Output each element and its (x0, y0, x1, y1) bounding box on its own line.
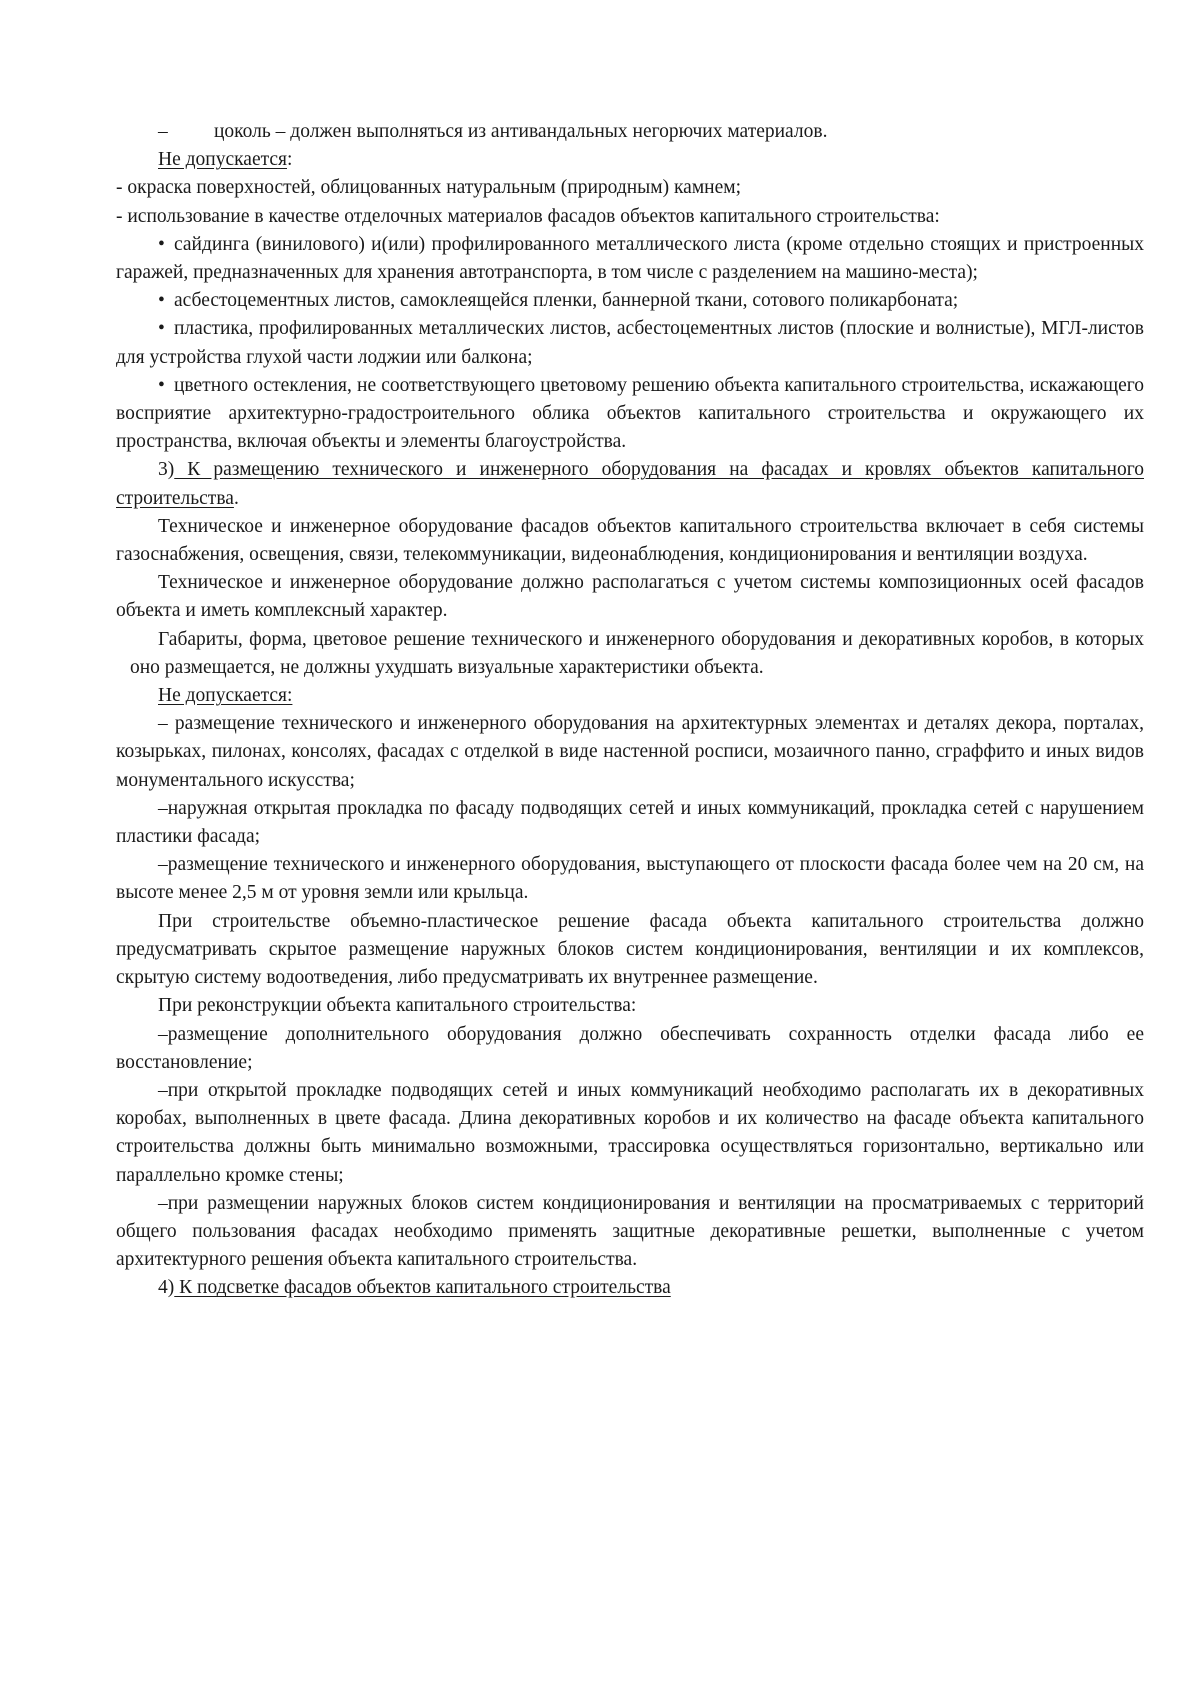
paragraph-equipment-dimensions: Габариты, форма, цветовое решение технического и инженерного оборудования и декоративных коробов, в которых оно размещается, не должны ухудшать визуальные характеристики объекта. (130, 628, 1144, 678)
plinth-text: цоколь – должен выполняться из антивандальных негорючих материалов. (214, 121, 828, 142)
section-title: К размещению технического и инженерного оборудования на фасадах и кровлях объектов капитального строительства (116, 459, 1144, 509)
not-allowed-label: Не допускается (158, 149, 287, 171)
not-allowed-heading-1: Не допускается: (158, 149, 293, 171)
paragraph-reconstruction: При реконструкции объекта капитального строительства: (158, 995, 637, 1017)
not-allowed-label: Не допускается: (158, 685, 293, 707)
plinth-item (116, 118, 1144, 146)
bullet-item-asbestos: • асбестоцементных листов, самоклеящейся пленки, баннерной ткани, сотового поликарбоната; (116, 287, 1144, 315)
bullet-marker: • (158, 233, 165, 255)
list-item-painting: - окраска поверхностей, облицованных натуральным (природным) камнем; (116, 177, 742, 199)
section-title: К подсветке фасадов объектов капитального строительства (174, 1277, 671, 1299)
bullet-item-plastic: • пластика, профилированных металлических листов, асбестоцементных листов (плоские и волнистые), МГЛ-листов для устройства глухой части лоджии или балкона; (116, 315, 1144, 371)
list-item-protrusion: –размещение технического и инженерного оборудования, выступающего от плоскости фасада более чем на 20 см, на высоте менее 2,5 м от уровня земли или крыльца. (116, 854, 1144, 904)
bullet-marker: • (158, 290, 165, 312)
list-item-decorative-boxes: –при открытой прокладке подводящих сетей и иных коммуникаций необходимо располагать их в декоративных коробах, выполненных в цвете фасада. Длина декоративных коробов и их количество на фасаде объекта капитального строительства должны быть минимально возможными, трассировка осуществляться горизонтально, вертикально или параллельно кромке стены; (116, 1079, 1144, 1186)
list-item-protective-grilles: –при размещении наружных блоков систем кондиционирования и вентиляции на просматриваемых с территорий общего пользования фасадах необходимо применять защитные декоративные решетки, выполненные с учетом архитектурного решения объекта капитального строительства. (116, 1192, 1144, 1271)
list-item-open-routing: –наружная открытая прокладка по фасаду подводящих сетей и иных коммуникаций, прокладка сетей с нарушением пластики фасада; (116, 797, 1144, 848)
section-heading-3: 3) К размещению технического и инженерного оборудования на фасадах и кровлях объектов капитального строительства. (116, 459, 1144, 509)
bullet-marker: • (158, 318, 165, 340)
paragraph-equipment-placement: Техническое и инженерное оборудование должно располагаться с учетом системы композиционных осей фасадов объекта и иметь комплексный характер. (116, 572, 1144, 622)
paragraph-construction: При строительстве объемно-пластическое решение фасада объекта капитального строительства должно предусматривать скрытое размещение наружных блоков систем кондиционирования, вентиляции и их комплексов, скрытую систему водоотведения, либо предусматривать их внутреннее размещение. (116, 910, 1144, 989)
list-item-materials: - использование в качестве отделочных материалов фасадов объектов капитального строительства: (116, 205, 940, 227)
bullet-marker: • (158, 374, 165, 396)
section-heading-4 (116, 1274, 1144, 1302)
list-item-decor-placement: – размещение технического и инженерного оборудования на архитектурных элементах и деталях декора, порталах, козырьках, пилонах, консолях, фасадах с отделкой в виде настенной росписи, мозаичного панно, сграффито и иных видов монументального искусства; (116, 713, 1144, 791)
section-number: 4) (158, 1277, 175, 1299)
bullet-item-siding: • сайдинга (винилового) и(или) профилированного металлического листа (кроме отдельно стоящих и пристроенных гаражей, предназначенных для хранения автотранспорта, в том числе с разделением на машино-места); (116, 231, 1144, 287)
dash-marker: – (158, 121, 168, 142)
list-item-extra-equipment: –размещение дополнительного оборудования должно обеспечивать сохранность отделки фасада либо ее восстановление; (116, 1023, 1144, 1073)
not-allowed-heading-2 (116, 682, 1144, 710)
section-number: 3) (158, 459, 175, 481)
paragraph-equipment-scope: Техническое и инженерное оборудование фасадов объектов капитального строительства включает в себя системы газоснабжения, освещения, связи, телекоммуникации, видеонаблюдения, кондиционирования и вентиляции воздуха. (116, 515, 1144, 566)
bullet-item-glazing: • цветного остекления, не соответствующего цветовому решению объекта капитального строительства, искажающего восприятие архитектурно-градостроительного облика объектов капитального строительства и окружающего их пространства, включая объекты и элементы благоустройства. (116, 372, 1144, 457)
